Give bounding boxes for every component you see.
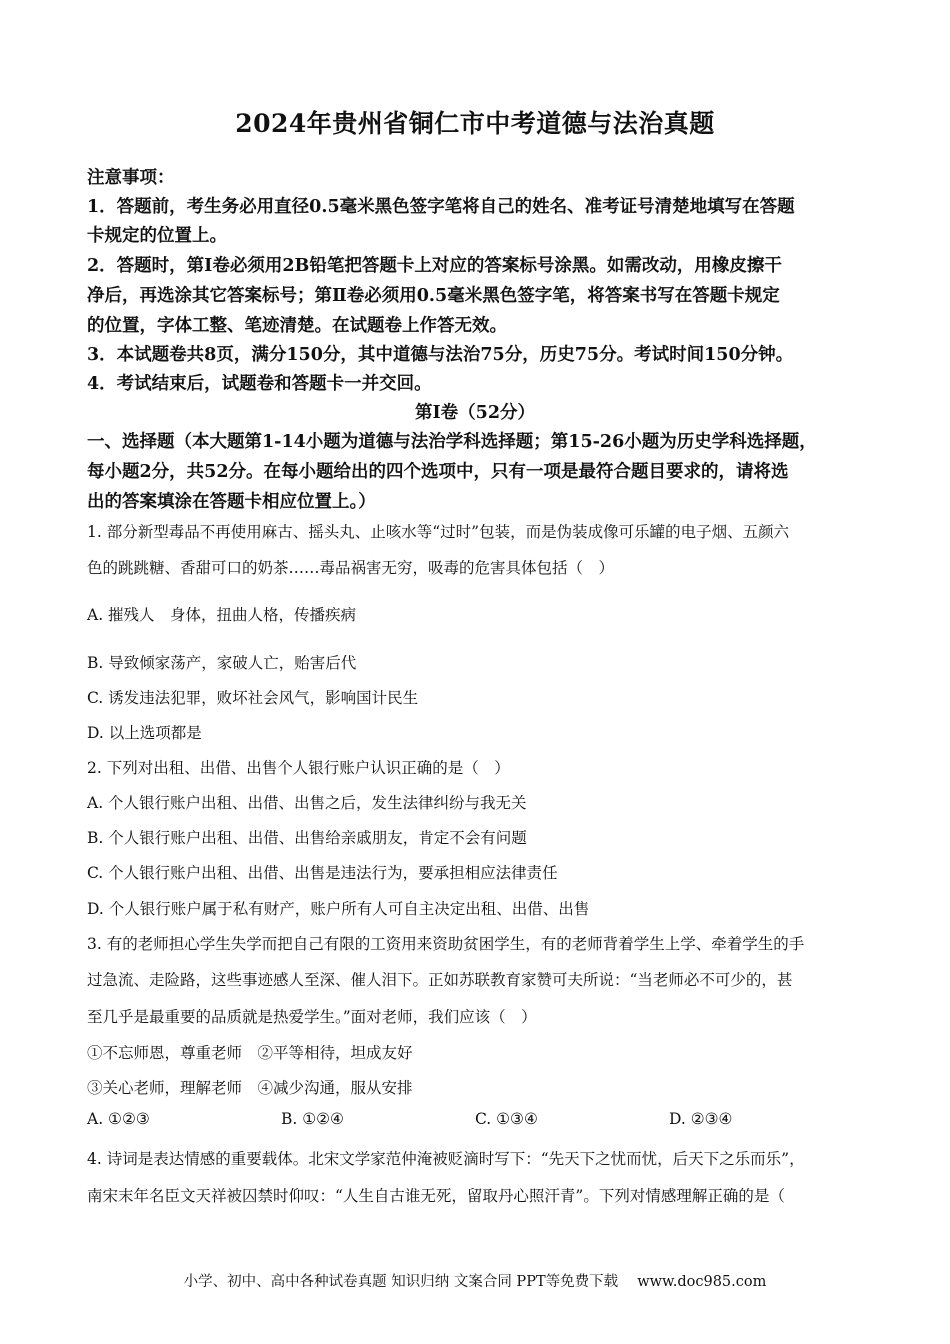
question-option: B. ①②④	[281, 1110, 344, 1128]
notice-line: 4．考试结束后，试题卷和答题卡一并交回。	[87, 374, 432, 394]
question-option: B. 个人银行账户出租、出借、出售给亲戚朋友，肯定不会有问题	[87, 829, 527, 847]
question-option: D. ②③④	[669, 1110, 733, 1128]
section-title: 第Ⅰ卷（52分）	[414, 403, 536, 423]
notice-line: 净后，再选涂其它答案标号；第Ⅱ卷必须用0.5毫米黑色签字笔，将答案书写在答题卡规定	[87, 286, 780, 306]
question-option: D. 以上选项都是	[87, 724, 202, 742]
page-footer: 小学、初中、高中各种试卷真题 知识归纳 文案合同 PPT等免费下载 www.doc985.com	[183, 1274, 767, 1290]
notice-heading: 注意事项：	[87, 168, 175, 188]
question-item: ③关心老师，理解老师 ④减少沟通，服从安排	[87, 1079, 413, 1097]
notice-line: 1．答题前，考生务必用直径0.5毫米黑色签字笔将自己的姓名、准考证号清楚地填写在答题	[87, 197, 795, 217]
question-option: B. 导致倾家荡产，家破人亡，贻害后代	[87, 654, 357, 672]
question-option: A. 摧残人 身体，扭曲人格，传播疾病	[87, 606, 357, 624]
question-stem: 3. 有的老师担心学生失学而把自己有限的工资用来资助贫困学生，有的老师背着学生上学、牵着学生的手	[87, 935, 805, 953]
question-option: D. 个人银行账户属于私有财产，账户所有人可自主决定出租、出借、出售	[87, 900, 590, 918]
question-option: A. 个人银行账户出租、出借、出售之后，发生法律纠纷与我无关	[87, 794, 527, 812]
question-stem: 4. 诗词是表达情感的重要载体。北宋文学家范仲淹被贬滴时写下：“先天下之忧而忧，后天下之乐而乐”，	[87, 1150, 805, 1168]
notice-line: 卡规定的位置上。	[87, 226, 227, 246]
question-stem: 色的跳跳糖、香甜可口的奶茶……毒品祸害无穷，吸毒的危害具体包括（ ）	[87, 559, 615, 577]
question-option: C. 个人银行账户出租、出借、出售是违法行为，要承担相应法律责任	[87, 864, 558, 882]
notice-line: 的位置，字体工整、笔迹清楚。在试题卷上作答无效。	[87, 316, 507, 336]
question-option: C. 诱发违法犯罪，败坏社会风气，影响国计民生	[87, 689, 419, 707]
notice-line: 3．本试题卷共8页，满分150分，其中道德与法治75分，历史75分。考试时间150分钟。	[87, 345, 794, 365]
question-stem: 2. 下列对出租、出借、出售个人银行账户认识正确的是（ ）	[87, 759, 510, 777]
question-item: ①不忘师恩，尊重老师 ②平等相待，坦成友好	[87, 1044, 413, 1062]
question-stem: 1. 部分新型毒品不再使用麻古、摇头丸、止咳水等“过时”包装，而是伪装成像可乐罐的电子烟、五颜六	[87, 523, 790, 541]
page-title: 2024年贵州省铜仁市中考道德与法治真题	[235, 109, 715, 138]
question-option: C. ①③④	[475, 1110, 538, 1128]
question-stem: 过急流、走险路，这些事迹感人至深、催人泪下。正如苏联教育家赞可夫所说：“当老师必不可少的，甚	[87, 971, 793, 989]
section-instruction: 出的答案填涂在答题卡相应位置上。）	[87, 492, 376, 512]
question-stem: 至几乎是最重要的品质就是热爱学生。”面对老师，我们应该（ ）	[87, 1008, 537, 1026]
section-instruction: 一、选择题（本大题第1-14小题为道德与法治学科选择题；第15-26小题为历史学科选择题，	[87, 432, 817, 452]
notice-line: 2．答题时，第Ⅰ卷必须用2B铅笔把答题卡上对应的答案标号涂黑。如需改动，用橡皮擦干	[87, 256, 782, 276]
question-option: A. ①②③	[87, 1110, 150, 1128]
section-instruction: 每小题2分，共52分。在每小题给出的四个选项中，只有一项是最符合题目要求的，请将选	[87, 462, 789, 482]
question-stem: 南宋末年名臣文天祥被囚禁时仰叹：“人生自古谁无死，留取丹心照汗青”。下列对情感理解正确的是（	[87, 1187, 785, 1205]
